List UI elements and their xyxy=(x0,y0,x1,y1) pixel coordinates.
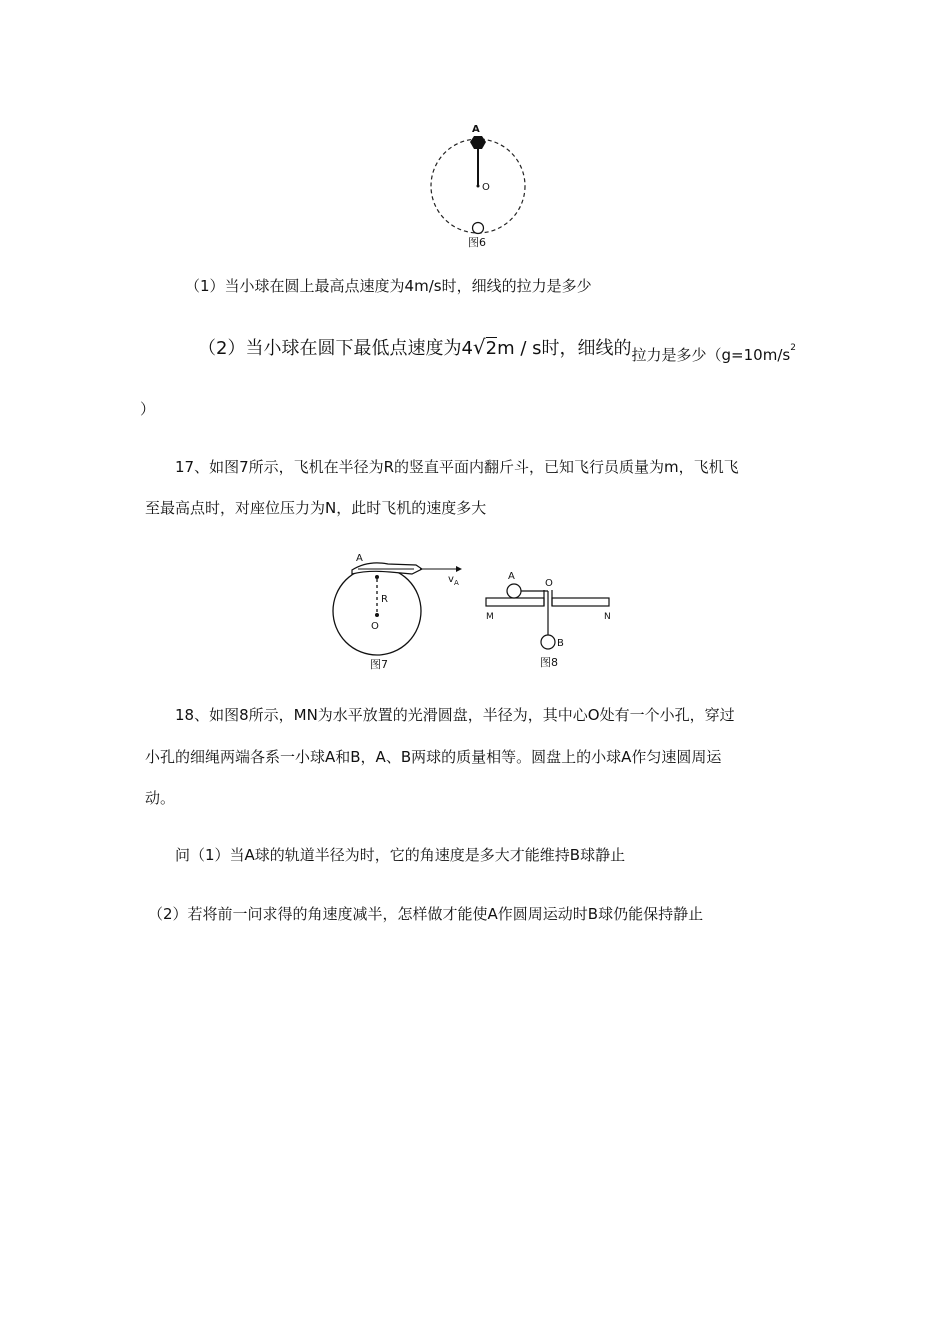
center-o xyxy=(375,613,379,617)
fig8-label-m: M xyxy=(486,612,494,622)
q16-superscript: 2 xyxy=(790,342,796,353)
q17-line2: 至最高点时，对座位压力为N，此时飞机的速度多大 xyxy=(145,499,487,517)
q18-question2: （2）若将前一问求得的角速度减半，怎样做才能使A作圆周运动时B球仍能保持静止 xyxy=(148,905,704,923)
figure-8 xyxy=(482,564,617,674)
q18-question1: 问（1）当A球的轨道半径为时，它的角速度是多大才能维持B球静止 xyxy=(175,846,626,864)
fig7-label-v: v xyxy=(448,574,454,585)
fig6-caption: 图6 xyxy=(468,236,486,249)
q18-line2: 小孔的细绳两端各系一小球A和B，A、B两球的质量相等。圆盘上的小球A作匀速圆周运 xyxy=(145,748,722,766)
q18-line1: 18、如图8所示，MN为水平放置的光滑圆盘，半径为，其中心O处有一个小孔，穿过 xyxy=(175,706,735,724)
top-point xyxy=(375,575,379,579)
fig8-label-n: N xyxy=(604,612,611,622)
center-point xyxy=(477,185,480,188)
fig7-label-v-sub: A xyxy=(454,579,459,587)
fig8-label-o: O xyxy=(545,578,553,589)
plane-a xyxy=(352,563,422,574)
ball-a xyxy=(507,584,521,598)
q18-line3: 动。 xyxy=(145,789,176,807)
q16-velocity-coef: 4 xyxy=(461,338,473,359)
fig7-label-r: R xyxy=(381,594,388,605)
figure-7 xyxy=(328,550,468,675)
ball-b xyxy=(541,635,555,649)
fig7-label-a: A xyxy=(356,553,363,564)
q16-velocity-unit: m / s xyxy=(497,338,542,359)
q17-line1: 17、如图7所示，飞机在半径为R的竖直平面内翻斤斗，已知飞行员质量为m，飞机飞 xyxy=(175,458,739,476)
q16-part2-tail: 拉力是多少（g=10m/s xyxy=(631,346,791,364)
sqrt-icon: √ xyxy=(472,335,486,359)
q16-part2-mid: 时，细线的 xyxy=(541,338,632,359)
fig7-caption: 图7 xyxy=(370,658,388,671)
fig6-label-a: A xyxy=(472,124,480,135)
q16-part1: （1）当小球在圆上最高点速度为4m/s时，细线的拉力是多少 xyxy=(185,277,592,295)
disk-left xyxy=(486,598,544,606)
fig8-label-b: B xyxy=(557,638,564,649)
q16-close-paren: ） xyxy=(140,400,156,418)
disk-right xyxy=(552,598,609,606)
ball-a-filled xyxy=(470,136,486,149)
q16-part2 xyxy=(198,334,796,364)
figure-6 xyxy=(420,118,540,253)
q16-velocity-radicand: 2 xyxy=(485,338,498,359)
fig8-label-a: A xyxy=(508,571,515,582)
ball-bottom-open xyxy=(473,223,484,234)
arrowhead-icon xyxy=(456,566,462,572)
q16-part2-prefix: （2）当小球在圆下最低点速度为 xyxy=(198,338,462,359)
fig8-caption: 图8 xyxy=(540,656,558,669)
fig6-label-o: O xyxy=(482,182,490,193)
fig7-label-o: O xyxy=(371,621,379,632)
